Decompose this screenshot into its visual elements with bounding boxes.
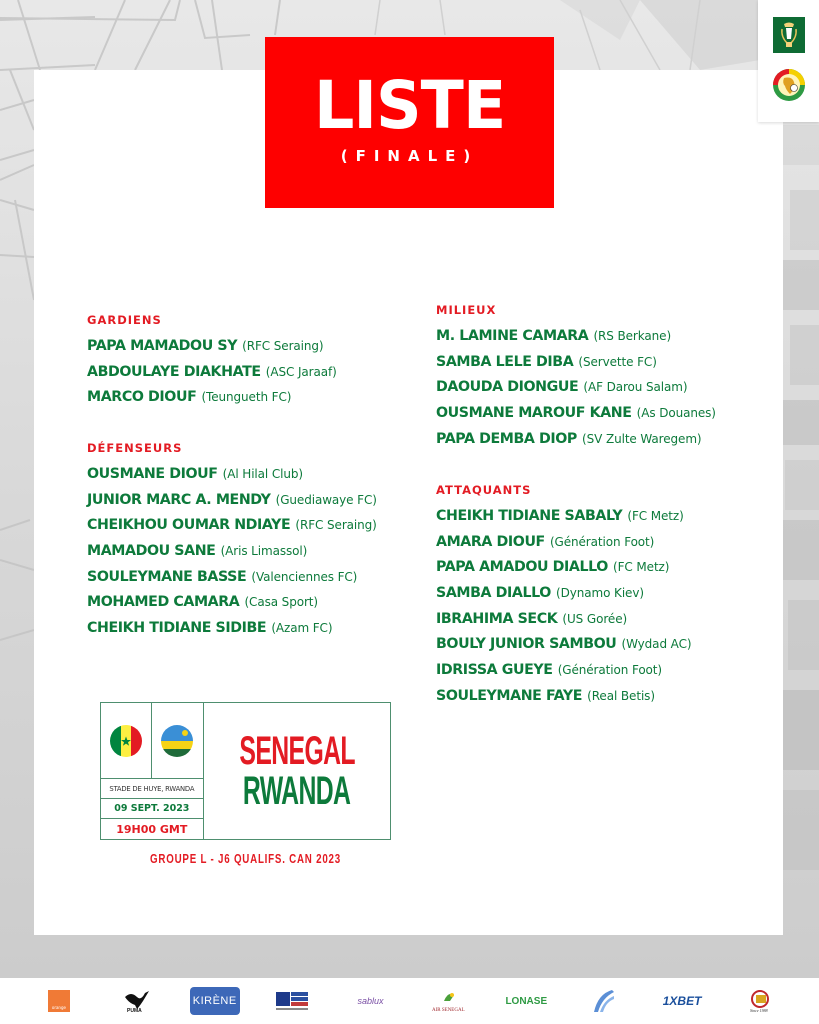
svg-text:AIR SENEGAL: AIR SENEGAL	[432, 1008, 466, 1013]
player-name: IBRAHIMA SECK	[436, 610, 558, 627]
player-name: ABDOULAYE DIAKHATE	[87, 363, 261, 380]
player-club: (Guediawaye FC)	[275, 492, 377, 507]
player-row	[87, 486, 377, 512]
flags-row	[101, 703, 203, 779]
player-club: (Génération Foot)	[549, 534, 655, 549]
player-row	[436, 630, 691, 656]
player-club: (Servette FC)	[578, 354, 657, 369]
player-name: PAPA DEMBA DIOP	[436, 430, 577, 447]
player-club: (Aris Limassol)	[220, 544, 308, 559]
player-name: JUNIOR MARC A. MENDY	[87, 491, 271, 508]
player-club: (FC Metz)	[613, 560, 670, 575]
player-name: IDRISSA GUEYE	[436, 662, 553, 679]
player-name: PAPA AMADOU DIALLO	[436, 559, 608, 576]
player-row	[436, 322, 716, 348]
puma-icon	[123, 989, 151, 1013]
player-club: (SV Zulte Waregem)	[582, 431, 702, 446]
home-team: SENEGAL	[239, 729, 355, 773]
player-row	[87, 511, 377, 537]
player-name: OUSMANE DIOUF	[87, 466, 218, 482]
player-row	[87, 383, 337, 409]
player-row	[436, 348, 716, 374]
sponsor-lonase-logo: LONASE	[505, 995, 548, 1007]
player-row	[436, 373, 716, 399]
sponsor-bar	[0, 978, 819, 1024]
player-club: (AF Darou Salam)	[583, 380, 688, 395]
player-name: CHEIKH TIDIANE SIDIBE	[87, 620, 267, 637]
player-name: CHEIKH TIDIANE SABALY	[436, 508, 623, 524]
player-name: MAMADOU SANE	[87, 543, 216, 560]
player-row	[436, 502, 691, 528]
sponsor-orange-logo: orange	[34, 984, 84, 1018]
senegal-flag-icon	[110, 725, 142, 757]
player-club: (Azam FC)	[271, 621, 333, 636]
player-row	[436, 425, 716, 451]
sponsor-coris-bank-logo	[268, 984, 318, 1018]
player-name: DAOUDA DIONGUE	[436, 379, 579, 396]
player-name: AMARA DIOUF	[436, 533, 545, 550]
player-row	[436, 682, 691, 708]
player-row	[87, 614, 377, 640]
section-title: GARDIENS	[87, 313, 162, 327]
player-row	[436, 553, 691, 579]
player-row	[436, 579, 691, 605]
player-club: (RFC Seraing)	[242, 339, 324, 353]
player-name: MOHAMED CAMARA	[87, 594, 240, 611]
sponsor-puma-logo	[112, 984, 162, 1018]
player-name: MARCO DIOUF	[87, 389, 197, 406]
home-flag-cell	[101, 703, 152, 778]
title-banner	[265, 37, 554, 208]
player-club: (RFC Seraing)	[295, 518, 377, 533]
away-flag-cell	[152, 703, 202, 778]
fsf-logo-icon	[772, 68, 806, 102]
player-row	[87, 563, 377, 589]
player-club: (Wydad AC)	[621, 637, 692, 652]
match-venue: STADE DE HUYE, RWANDA	[101, 779, 203, 799]
player-club: (RS Berkane)	[593, 329, 672, 343]
player-row	[87, 588, 377, 614]
page-title: LISTE	[313, 67, 506, 144]
player-name: SOULEYMANE BASSE	[87, 568, 247, 585]
caf-trophy-icon	[773, 17, 805, 53]
sponsor-sgi-logo	[735, 984, 785, 1018]
player-row	[436, 605, 691, 631]
match-details	[101, 703, 204, 839]
section-title: ATTAQUANTS	[436, 483, 532, 497]
section-title: MILIEUX	[436, 303, 497, 317]
svg-text:PUMA: PUMA	[126, 1008, 142, 1013]
section-goalkeepers	[87, 312, 337, 409]
player-club: (Teungueth FC)	[201, 390, 292, 405]
player-row	[436, 656, 691, 682]
rwanda-flag-icon	[161, 725, 193, 757]
player-row	[436, 528, 691, 554]
player-club: (Casa Sport)	[244, 595, 318, 610]
sponsor-air-senegal-logo	[423, 984, 473, 1018]
player-club: (FC Metz)	[627, 509, 684, 523]
section-midfielders	[436, 302, 716, 450]
match-date: 09 SEPT. 2023	[101, 799, 203, 819]
player-name: SOULEYMANE FAYE	[436, 687, 583, 704]
page-subtitle: (FINALE)	[340, 147, 479, 165]
player-club: (Real Betis)	[587, 688, 655, 703]
player-club: (ASC Jaraaf)	[265, 364, 337, 379]
player-row	[436, 399, 716, 425]
player-name: M. LAMINE CAMARA	[436, 328, 589, 344]
away-team: RWANDA	[243, 769, 351, 813]
match-group-label: GROUPE L - J6 QUALIFS. CAN 2023	[150, 852, 341, 866]
player-club: (Valenciennes FC)	[251, 569, 358, 584]
svg-text:Since 1988: Since 1988	[749, 1008, 768, 1013]
section-title: DÉFENSEURS	[87, 441, 183, 455]
player-club: (Dynamo Kiev)	[556, 586, 644, 601]
player-club: (As Douanes)	[636, 406, 716, 421]
player-name: BOULY JUNIOR SAMBOU	[436, 636, 617, 653]
player-row	[87, 358, 337, 384]
player-name: CHEIKHOU OUMAR NDIAYE	[87, 517, 291, 534]
match-info-box	[100, 702, 391, 840]
player-row	[87, 332, 337, 358]
player-name: OUSMANE MAROUF KANE	[436, 405, 632, 422]
sponsor-kirene-logo: KIRÈNE	[190, 984, 240, 1018]
player-name: SAMBA DIALLO	[436, 585, 551, 602]
section-defenders	[87, 440, 377, 640]
match-teams	[204, 703, 390, 839]
sponsor-wave-logo	[579, 984, 629, 1018]
player-row	[87, 537, 377, 563]
player-name: SAMBA LELE DIBA	[436, 353, 574, 370]
section-forwards	[436, 482, 691, 708]
player-name: PAPA MAMADOU SY	[87, 338, 238, 354]
player-club: (US Gorée)	[562, 611, 628, 626]
wave-icon	[592, 988, 616, 1014]
sponsor-sablux-logo: sablux	[357, 996, 384, 1006]
player-club: (Al Hilal Club)	[222, 467, 303, 481]
federation-badge	[758, 0, 819, 122]
player-club: (Génération Foot)	[557, 663, 662, 678]
player-row	[87, 460, 377, 486]
match-time: 19H00 GMT	[116, 822, 188, 836]
sponsor-1xbet-logo: 1XBET	[662, 994, 702, 1008]
